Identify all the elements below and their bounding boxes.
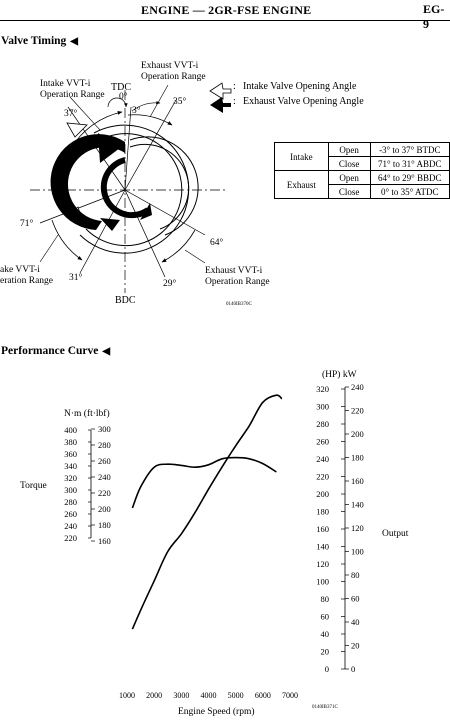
hp-tick-label: 0 [324, 664, 329, 674]
ftlbf-tick-label: 260 [98, 456, 111, 466]
table-event: Open [328, 143, 370, 157]
table-group-exhaust: Exhaust [275, 171, 329, 199]
kw-tick-label: 80 [351, 570, 360, 580]
hp-tick-label: 300 [316, 401, 329, 412]
exhaust-top-leader [150, 85, 168, 117]
exhaust-band-inner [104, 160, 148, 215]
torque-unit-label: N·m (ft·lbf) [64, 409, 110, 419]
hp-tick-label: 140 [316, 541, 329, 552]
table-range: 64° to 29° BBDC [370, 171, 449, 185]
nm-tick-label: 260 [64, 509, 77, 519]
nm-tick-label: 280 [64, 497, 77, 507]
line-3deg [125, 107, 131, 190]
exhaust-range-top-label-1: Exhaust VVT-i [141, 61, 199, 71]
ftlbf-tick-label: 160 [98, 536, 111, 546]
nm-tick-label: 240 [64, 521, 77, 531]
table-range: 0° to 35° ATDC [370, 185, 449, 199]
legend-colon-2: : [233, 96, 236, 107]
nm-tick-label: 340 [64, 461, 77, 471]
kw-tick-label: 140 [351, 499, 364, 510]
intake-bottom-leader [40, 235, 58, 262]
x-axis-title: Engine Speed (rpm) [178, 707, 255, 717]
ftlbf-tick-label: 180 [98, 520, 111, 530]
hp-tick-label: 180 [316, 506, 329, 517]
table-range: -3° to 37° BTDC [370, 143, 449, 157]
table-event: Close [328, 185, 370, 199]
ftlbf-tick-label: 280 [98, 440, 111, 450]
x-tick-label: 7000 [282, 691, 298, 700]
hp-tick-label: 100 [316, 576, 329, 587]
deg-71-label: 71° [20, 219, 34, 229]
kw-tick-label: 160 [351, 476, 364, 486]
valve-timing-table [274, 142, 450, 199]
hp-tick-label: 280 [316, 419, 329, 429]
exhaust-legend-icon [210, 97, 231, 113]
ftlbf-tick-label: 300 [98, 424, 111, 434]
deg-64-label: 64° [210, 238, 224, 248]
x-tick-label: 1000 [119, 691, 135, 700]
deg-3-label: 3° [132, 106, 141, 116]
exhaust-range-bottom-label-1: Exhaust VVT-i [205, 266, 263, 276]
ftlbf-tick-label: 220 [98, 488, 111, 498]
table-range: 71° to 31° ABDC [370, 157, 449, 171]
valve-timing-heading [1, 35, 78, 47]
table-event: Close [328, 157, 370, 171]
kw-tick-label: 100 [351, 546, 364, 557]
line-29deg [125, 190, 165, 277]
nm-tick-label: 360 [64, 449, 77, 459]
hp-tick-label: 240 [316, 454, 329, 464]
exhaust-ring-outer [130, 137, 198, 235]
deg-31-label: 31° [69, 273, 83, 283]
triangle-left-icon: ◀ [102, 346, 111, 357]
torque-curve [132, 458, 276, 508]
hp-tick-label: 20 [320, 646, 329, 657]
performance-curve-heading-text: Performance Curve [1, 345, 99, 357]
x-tick-label: 5000 [227, 691, 244, 700]
nm-tick-label: 380 [64, 437, 77, 447]
performance-figure-code: 0140IB371C [312, 705, 338, 710]
hp-tick-label: 160 [316, 524, 329, 534]
kw-tick-label: 180 [351, 452, 364, 463]
kw-tick-label: 0 [351, 664, 356, 674]
page-header [0, 0, 450, 31]
table-group-intake: Intake [275, 143, 329, 171]
output-unit-label: (HP) kW [322, 370, 357, 380]
bdc-label: BDC [115, 295, 136, 306]
deg-29-label: 29° [163, 279, 177, 289]
deg-0-label: 0° [119, 92, 128, 102]
exhaust-range-bottom-label-2: Operation Range [205, 277, 270, 287]
exhaust-legend-text: Exhaust Valve Opening Angle [243, 96, 364, 107]
ftlbf-tick-label: 200 [98, 504, 111, 514]
table-event: Open [328, 171, 370, 185]
deg-35-label: 35° [173, 97, 187, 107]
hp-tick-label: 260 [316, 436, 329, 447]
kw-tick-label: 220 [351, 405, 364, 416]
kw-tick-label: 120 [351, 523, 364, 533]
intake-legend-text: Intake Valve Opening Angle [243, 81, 357, 92]
output-label: Output [382, 529, 409, 539]
output-curve [132, 395, 282, 629]
table-row [275, 143, 450, 157]
tdc-label: TDC [111, 82, 131, 93]
nm-tick-label: 220 [64, 533, 77, 543]
exhaust-range-arc-top [128, 115, 172, 125]
intake-range-bottom-label-2: eration Range [0, 276, 54, 286]
intake-range-arc-bottom [52, 220, 82, 260]
ftlbf-tick-label: 240 [98, 472, 111, 482]
nm-tick-label: 400 [64, 425, 77, 435]
table-row [275, 171, 450, 185]
hp-tick-label: 40 [320, 629, 329, 639]
intake-range-top-label-2: Operation Range [40, 90, 105, 100]
exhaust-range-top-label-2: Operation Range [141, 72, 206, 82]
page-number: EG-9 [423, 2, 445, 31]
legend-colon-1: : [233, 81, 236, 92]
valve-timing-heading-text: Valve Timing [1, 35, 67, 47]
x-tick-label: 3000 [173, 691, 190, 700]
x-tick-label: 4000 [200, 691, 217, 700]
x-tick-label: 6000 [254, 691, 271, 700]
hp-tick-label: 120 [316, 559, 329, 569]
x-tick-label: 2000 [146, 691, 163, 700]
performance-chart [0, 360, 450, 721]
hp-tick-label: 320 [316, 384, 329, 394]
header-title: ENGINE — 2GR-FSE ENGINE [141, 3, 312, 17]
intake-range-bottom-label-1: ake VVT-i [0, 265, 40, 275]
kw-tick-label: 40 [351, 617, 360, 627]
performance-curve-heading [1, 345, 110, 357]
triangle-left-icon: ◀ [70, 36, 78, 47]
exhaust-bottom-leader [185, 250, 205, 263]
intake-legend-icon [210, 83, 231, 99]
hp-tick-label: 60 [320, 611, 329, 622]
kw-tick-label: 60 [351, 593, 360, 604]
line-31deg [80, 190, 125, 273]
hp-tick-label: 80 [320, 594, 329, 604]
torque-label: Torque [20, 481, 47, 491]
exhaust-range-arc-bottom [162, 230, 195, 262]
hp-tick-label: 200 [316, 489, 329, 499]
kw-tick-label: 200 [351, 429, 364, 439]
kw-tick-label: 240 [351, 382, 364, 392]
exhaust-band-tail [100, 218, 120, 231]
kw-tick-label: 20 [351, 640, 360, 651]
nm-tick-label: 300 [64, 485, 77, 495]
deg-37-label: 37° [64, 109, 78, 119]
intake-range-top-label-1: Intake VVT-i [40, 79, 91, 89]
valve-figure-code: 0140IB370C [226, 302, 252, 307]
nm-tick-label: 320 [64, 473, 77, 483]
hp-tick-label: 220 [316, 471, 329, 482]
